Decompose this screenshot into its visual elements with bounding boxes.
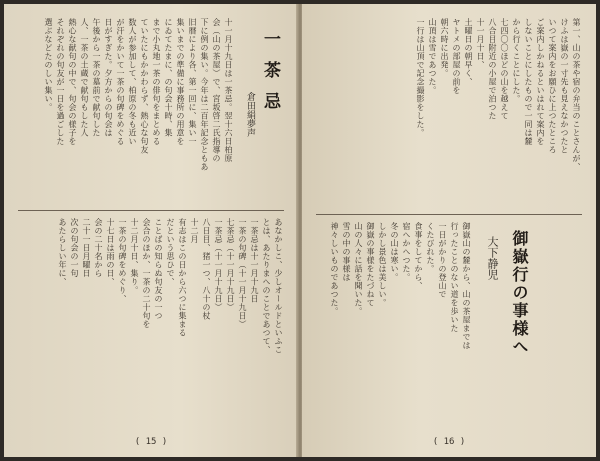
left-upper-columns	[14, 18, 234, 200]
right-divider	[316, 214, 582, 215]
right-page-number: ( 16 )	[432, 437, 466, 447]
text-column: ヤトメの部屋の前を	[452, 18, 461, 95]
text-column: ことばの知らぬ句友の一つ	[154, 218, 163, 320]
left-page	[4, 4, 298, 457]
left-lower-text	[14, 218, 284, 418]
text-column: にゐてたまに、の句会十時、集	[164, 18, 173, 137]
text-column: 山の人々に話を聞いた。	[354, 222, 363, 316]
text-column: から行くことにした。	[512, 18, 521, 103]
text-column: 一茶の句碑をめぐり、	[118, 218, 127, 303]
text-column: 十一月十九日は一茶忌。翌十六日柏原	[224, 18, 233, 163]
text-column: 十七日は雨の日、	[106, 218, 115, 286]
text-column: 数人が参加して、柏原の冬も近い	[128, 18, 137, 146]
text-column: 一茶忌（十一月十九日）	[214, 218, 223, 312]
text-column: 日がすぎた。夕方からの句会は	[104, 18, 113, 137]
text-column: 朝六時に出発。	[440, 18, 449, 78]
text-column: 熱心な献句の中で、句会の様子を	[68, 18, 77, 146]
text-column: 会の二十名から	[94, 218, 103, 278]
text-column: 午後から一茶の墓前で献句した	[92, 18, 101, 137]
book-spread	[4, 4, 596, 457]
text-column: まで小丸地一茶の俳句をまとめる	[152, 18, 161, 146]
right-author: 大下静児	[486, 236, 499, 280]
text-column: しないことにしたもので一同は麓	[524, 18, 533, 146]
text-column: が汗をかいて一茶の句碑をめぐる	[116, 18, 125, 146]
text-column: 行ったことのない道を歩いた	[450, 222, 459, 333]
right-upper-columns	[314, 18, 582, 206]
text-column: 第一、山の茶や宿の弁当のことさんが、	[572, 18, 581, 171]
text-column: 七茶忌（十一月十九日）	[226, 218, 235, 312]
left-author: 倉田絹夢声	[245, 92, 255, 137]
text-column: 一日がかりの登山で	[438, 222, 447, 299]
text-column: 八日目、猪一つ、八十の杖	[202, 218, 211, 320]
text-column: 神々しいものであつた。	[330, 222, 339, 316]
text-column: 御嶽山の麓から、山の茶屋までは	[462, 222, 471, 350]
text-column: ていたにもかかわらず、熱心な句友	[140, 18, 149, 154]
text-column: 十一月十日、	[476, 18, 485, 69]
left-page-number: ( 15 )	[134, 437, 168, 447]
text-column: 十二月	[190, 218, 199, 244]
text-column: 宿へかへつた。	[402, 222, 411, 282]
text-column: 御嶽の事様をたづねて	[366, 222, 375, 307]
text-column: 有志はこの日から六つに集まる	[178, 218, 187, 337]
left-lower-columns	[14, 218, 284, 418]
text-column: あたらしい年に、	[58, 218, 67, 286]
right-upper-text	[314, 18, 582, 206]
text-column: 会合のほか、一茶の二十句を	[142, 218, 151, 329]
text-column: いつて案内をお願ひに上つたところ	[548, 18, 557, 154]
text-column: しかし景色は美しい。	[378, 222, 387, 307]
text-column: だという思ひで、	[166, 218, 175, 286]
right-lower-text	[314, 222, 472, 418]
right-title: 御嶽行の事様へ	[510, 230, 529, 356]
text-column: 一行は山頂で記念撮影をした。	[416, 18, 425, 137]
text-column: 冬の山は寒い。	[390, 222, 399, 282]
text-column: 選ぶなどたのしい集い。	[44, 18, 53, 112]
text-column: 会（山の茶屋）で、宮坂啓二氏指導の	[212, 18, 221, 163]
text-column: あなかしこ、少しオールドといふこ	[274, 218, 283, 354]
right-page	[302, 4, 596, 457]
left-upper-text	[14, 18, 234, 200]
text-column: けふは嶽の一寸先も見えなかつたと	[560, 18, 569, 154]
text-column: 一茶の句碑（十一月十九日）	[238, 218, 247, 329]
text-column: 旧暦により各、第一回に、集い一	[188, 18, 197, 146]
text-column: 十二月十日、集り。	[130, 218, 139, 295]
text-column: 一茶忌は十一月十九日	[250, 218, 259, 303]
text-column: ご案内しかねるといはれて案内を	[536, 18, 545, 146]
text-column: 集いまでの準備に事務所の用意を	[176, 18, 185, 146]
left-title: 一 茶 忌	[260, 30, 280, 113]
text-column: それぞれの句友が一日を過ごした	[56, 18, 65, 146]
text-column: 食事をしてから、	[414, 222, 423, 290]
left-divider	[18, 210, 284, 211]
text-column: 二十一日月曜日	[82, 218, 91, 278]
text-column: 七四〇〇ほどの山を越えて	[500, 18, 509, 120]
text-column: 下に例の集い。今年は二百年記念ともあ	[200, 18, 209, 171]
text-column: 人、一茶の土蔵で献句もした人	[80, 18, 89, 137]
text-column: くたびれた。	[426, 222, 435, 273]
text-column: 次の句会の一句	[70, 218, 79, 278]
text-column: 八合目附近の小屋で泊つた	[488, 18, 497, 120]
right-lower-columns	[314, 222, 472, 418]
text-column: 山頂は雪であつた。	[428, 18, 437, 95]
text-column: 雪の中の事様は	[342, 222, 351, 282]
text-column: とは、あたりまへのことであつて、	[262, 218, 271, 354]
text-column: 土曜日の朝早く、	[464, 18, 473, 86]
